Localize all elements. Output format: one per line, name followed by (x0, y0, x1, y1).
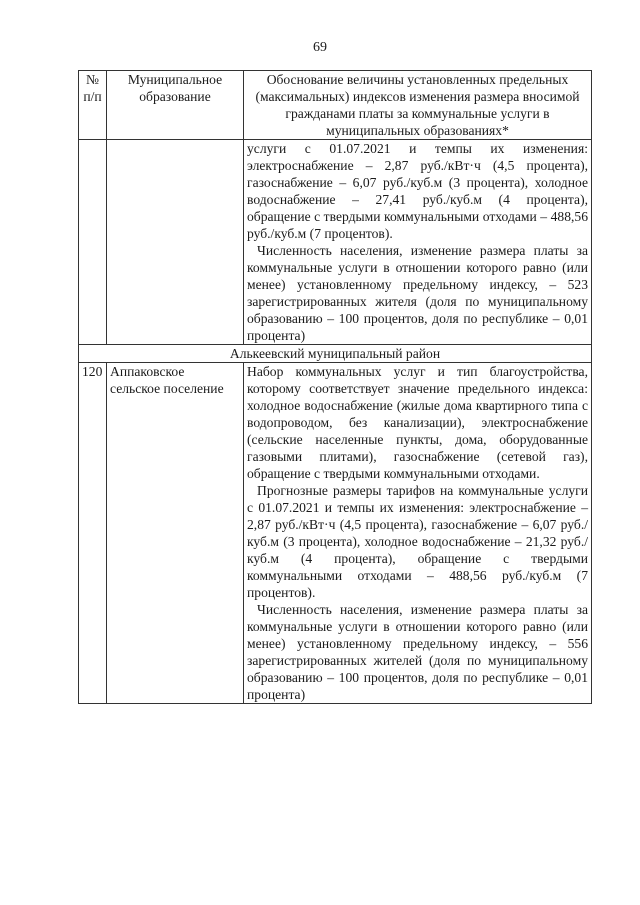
indices-table (78, 70, 592, 704)
header-number (79, 71, 107, 140)
header-justification: Обоснование величины установленных предельных (максимальных) индексов изменения размера вносимой гражданами платы за коммунальные услуги в муниципальных образованиях* (244, 71, 592, 140)
section-title: Алькеевский муниципальный район (79, 345, 592, 363)
header-municipality-line1: Муниципальное (127, 72, 223, 87)
table-row-continuation (79, 140, 592, 345)
row-number-cell: 120 (79, 363, 107, 704)
header-municipality-line2: образование (139, 89, 211, 104)
tariffs-paragraph: услуги с 01.07.2021 и темпы их изменения: электроснабжение – 2,87 руб./кВт·ч (4,5 процента), газоснабжение – 6,07 руб./куб.м (3 процента), холодное водоснабжение – 27,41 руб./куб.м (4 процента), обращение с твердыми коммунальными отходами – 488,56 руб./куб.м (7 процентов). (247, 141, 588, 241)
services-paragraph: Набор коммунальных услуг и тип благоустройства, которому соответствует значение предельного индекса: холодное водоснабжение (жилые дома квартирного типа с водопроводом, без канализации), электроснабжение (сельские населенные пункты, дома, оборудованные газовыми плитами), газоснабжение (сетевой газ), обращение с твердыми коммунальными отходами. (247, 364, 588, 481)
header-number-line2: п/п (83, 89, 102, 104)
population-paragraph: Численность населения, изменение размера платы за коммунальные услуги в отношении которого равно (или менее) установленному предельному индексу, – 523 зарегистрированных жителя (доля по муниципальному образованию – 100 процентов, доля по республике – 0,01 процента) (247, 243, 588, 343)
row-justification-cell (244, 363, 592, 704)
population-paragraph: Численность населения, изменение размера платы за коммунальные услуги в отношении которого равно (или менее) установленному предельному индексу, – 556 зарегистрированных жителей (доля по муниципальному образованию – 100 процентов, доля по республике – 0,01 процента) (247, 602, 588, 702)
municipality-name-line1: Аппаковское (110, 364, 185, 379)
row-municipality-cell (107, 363, 244, 704)
row-justification-cell (244, 140, 592, 345)
table-row-120 (79, 363, 592, 704)
tariffs-paragraph: Прогнозные размеры тарифов на коммунальные услуги с 01.07.2021 и темпы их изменения: электроснабжение – 2,87 руб./кВт·ч (4,5 процента), газоснабжение – 6,07 руб./куб.м (3 процента), холодное водоснабжение – 21,32 руб./куб.м (4 процента), обращение с твердыми коммунальными отходами – 488,56 руб./куб.м (7 процентов). (247, 483, 588, 600)
row-municipality-cell (107, 140, 244, 345)
page-number: 69 (313, 40, 327, 55)
municipality-name-line2: сельское поселение (110, 381, 224, 396)
section-row (79, 345, 592, 363)
table-header-row (79, 71, 592, 140)
header-municipality (107, 71, 244, 140)
header-number-line1: № (86, 72, 99, 87)
row-number-cell (79, 140, 107, 345)
